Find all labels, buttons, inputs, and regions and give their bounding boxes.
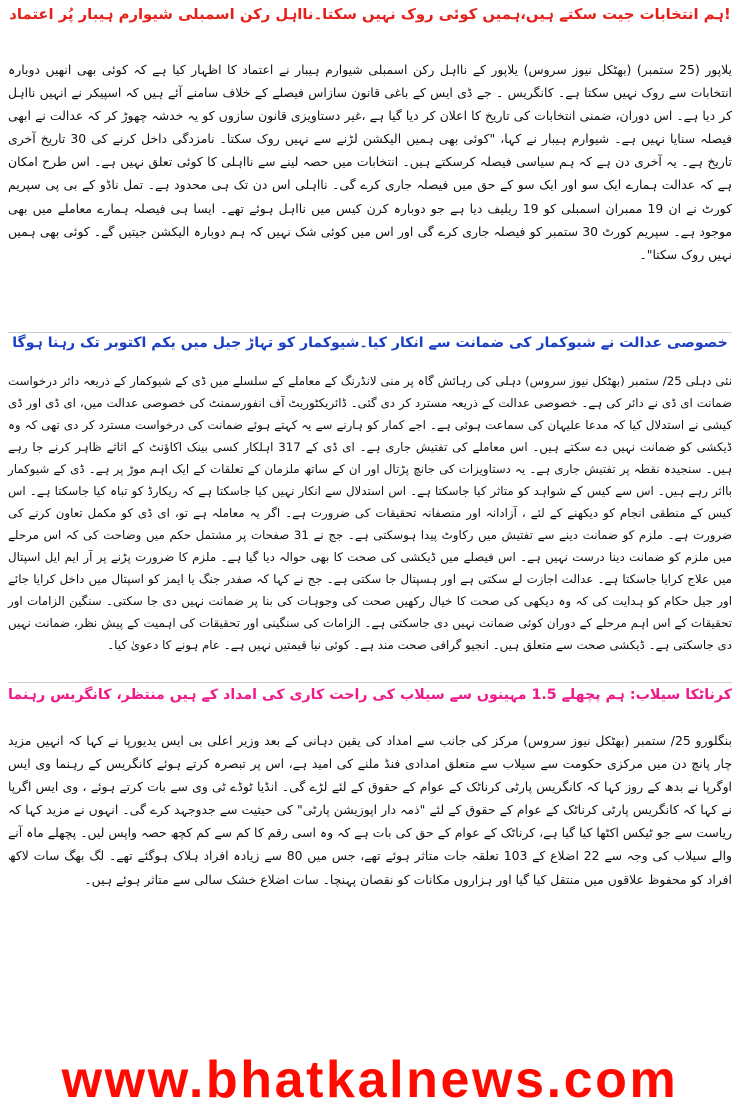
article2-body: نئی دہلی 25/ ستمبر (بھٹکل نیوز سروس) دہلی کی رہائش گاہ پر منی لانڈرنگ کے معاملے کے سلسلے میں ڈی کے شیوکمار کے ذریعہ دائر درخواست ضمانت ای ڈی نے دائر کی ہے۔ خصوصی عدالت کے ذریعہ مسترد کر دی گئی۔ ڈائریکٹوریٹ آف انفورسمنٹ کی خصوصی عدالت میں، ای ڈی اور ڈی کیشی نے استدلال کیا کہ مدعا علیہان کی سماعت ہوئی ہے۔ اجے کمار کو ہارنے سے یہ کہتے ہوئے ضمانت کی درخواست مسترد کر دی تھی کہ وہ ڈیکشی کو ضمانت نہیں دے سکتے ہیں۔ اس معاملے کی تفتیش جاری ہے۔ ای ڈی کے 317 اہلکار کسی بینک اکاؤنٹ کے اثاثے ظاہر کرنے جا رہے ہیں۔ سنجیدہ نقطہ پر تفتیش جاری ہے۔ یہ دستاویزات کی جانچ پڑتال اور ان کے ساتھ ملزمان کے تعلقات کے ایک اہم موڑ پر ہے۔ ڈی کے شیوکمار بااثر رہے ہیں۔ اس سے کیس کے شواہد کو متاثر کیا جاسکتا ہے۔ اس استدلال سے انکار نہیں کیا جاسکتا ہے کہ ریکارڈ کو تباہ کیا جاسکتا ہے۔ اس کیس کے منطقی انجام کو دیکھنے کے لئے ، آزادانہ اور منصفانہ تحقیقات کی ضرورت ہے۔ اگر یہ معاملہ ہے تو، ای ڈی کو مکمل تعاون کرنے کی ضرورت ہے۔ ملزم کو ضمانت دینے سے تفتیش میں رکاوٹ پیدا ہوسکتی ہے۔ جج نے 31 صفحات پر مشتمل حکم میں وضاحت کی کہ اس مرحلے میں ملزم کو ضمانت دینا درست نہیں ہے۔ اس فیصلے میں ڈیکشی کی صحت کا بھی حوالہ دیا گیا ہے۔ ملزم کا ضرورت پڑنے پر آر ایم ایل اسپتال میں علاج کرایا جاسکتا ہے۔ عدالت اجازت لے سکتی ہے اور ہسپتال جا سکتی ہے۔ جج نے کہا کہ صفدر جنگ یا ایمز کو اسپتال میں داخل کرایا جائے اور جیل حکام کو ہدایت کی کہ وہ دیکھی کی صحت کا خیال رکھیں صحت کی وجوہات کی بنا پر ضمانت نہیں دی جا سکتی۔ سنگین الزامات اور تحقیقات کے اس اہم مرحلے کے دوران کوئی ضمانت نہیں دی جاسکتی ہے۔ الزامات کی سنگینی اور تحقیقات کی اہمیت کے پیش نظر، ضمانت نہیں دی جاسکتی ہے۔ ڈیکشی صحت سے متعلق ہیں۔ انجیو گرافی صحت مند ہے۔ کوئی نیا قیمتیں نہیں ہے۔ عام ہونے کا دعویٰ کیا۔ — [8, 374, 732, 652]
article1-body: یلاپور (25 ستمبر) (بھٹکل نیوز سروس) یلاپور کے نااہل رکن اسمبلی شیوارم ہیبار نے اعتماد کا اظہار کیا ہے کہ کوئی بھی انھیں دوبارہ انتخابات سے روک نہیں سکتا ہے۔ کانگریس ۔ جے ڈی ایس کے باغی قانون سازاس فیصلے کے خلاف سامنے آئے ہیں کہ اسپیکر نے انہیں نااہل کر دیا ہے۔ اس دوران، ضمنی انتخابات کی تاریخ کا اعلان کر دیا گیا ہے ،غیر دستاویزی قانون سازوں کو یہ خدشہ چھوڑ کر کہ عدالت نے ابھی فیصلہ سنایا نہیں ہے۔ شیوارم ہیبار نے کہا، "کوئی بھی ہمیں الیکشن لڑنے سے نہیں روک سکتا۔ نامزدگی داخل کرنے کی 30 تاریخ آخری تاریخ ہے۔ یہ آخری دن ہے کہ ہم سیاسی فیصلہ کرسکتے ہیں۔ انتخابات میں حصہ لینے سے نااہلی کا کوئی تعلق نہیں ہے۔ اس طرح امکان ہے کہ عدالت ہمارے ایک سو اور ایک سو کے حق میں فیصلہ جاری کرے گی۔ نااہلی اس دن تک ہی محدود ہے۔ تمل ناڈو کے بی پی سپریم کورٹ نے ان 19 ممبران اسمبلی کو 19 ریلیف دیا ہے جو دوبارہ کرن کیس میں نااہل ہوئے تھے۔ ایسا ہی فیصلہ ہمارے معاملے میں بھی موجود ہے۔ سپریم کورٹ 30 ستمبر کو فیصلہ جاری کرے گی اور اس میں کوئی شک نہیں کہ ہم دوبارہ الیکشن جیتیں گے۔ کوئی بھی ہمیں نہیں روک سکتا"۔ — [8, 62, 733, 262]
article3-headline: کرناٹکا سیلاب: ہم پچھلے 1.5 مہینوں سے سیلاب کی راحت کاری کی امداد کے ہیں منتظر، کانگریس رہنما — [8, 687, 732, 703]
website-footer[interactable]: www.bhatkalnews.com — [61, 1051, 679, 1109]
article1-headline: ہم انتخابات جیت سکتے ہیں،ہمیں کوئی روک نہیں سکتا۔نااہل رکن اسمبلی شیوارم ہیبار پُر اعتماد! — [9, 6, 731, 23]
article3-body: بنگلورو 25/ ستمبر (بھٹکل نیوز سروس) مرکز کی جانب سے امداد کی یقین دہانی کے بعد وزیر اعلی بی ایس یدیورپا نے کہا کہ انہیں مزید چار پانچ دن میں مرکزی حکومت سے سیلاب سے متعلق امدادی فنڈ ملنے کی امید ہے، اس پر تبصرہ کرتے ہوئے کانگریس کے رہنما وی ایس اوگرپا نے بدھ کے روز کہا کہ کانگریس پارٹی کرناٹک کے عوام کے حقوق کے لئے لڑے گی۔ انڈیا ٹوڈے ٹی وی سے بات کرتے ہوئے ، وی ایس اگرپا نے کہا کہ کانگریس پارٹی کرناٹک کے عوام کے حقوق کے لئے "ذمہ دار اپوزیشن پارٹی" کی حیثیت سے جدوجہد کرے گی۔ انہوں نے مزید کہا کہ ریاست سے جو ٹیکس اکٹھا کیا گیا ہے، کرناٹک کے عوام کے حق کی بات ہے کہ وہ اسی رقم کا کم سے کم کچھ حصہ واپس لیں۔ پچھلے ماہ آنے والے سیلاب کی وجہ سے 22 اضلاع کے 103 تعلقہ جات متاثر ہوئے تھے، جس میں 80 سے زیادہ افراد ہلاک ہوگئے تھے۔ لگ بھگ سات لاکھ افراد کو محفوظ علاقوں میں منتقل کیا گیا اور ہزاروں مکانات کو نقصان پہنچا۔ سات اضلاع خشک سالی سے متاثر ہوئے ہیں۔ — [8, 733, 733, 887]
article2-headline: خصوصی عدالت نے شیوکمار کی ضمانت سے انکار کیا۔شیوکمار کو تہاڑ جیل میں یکم اکتوبر تک رہنا ہوگا — [12, 335, 728, 351]
